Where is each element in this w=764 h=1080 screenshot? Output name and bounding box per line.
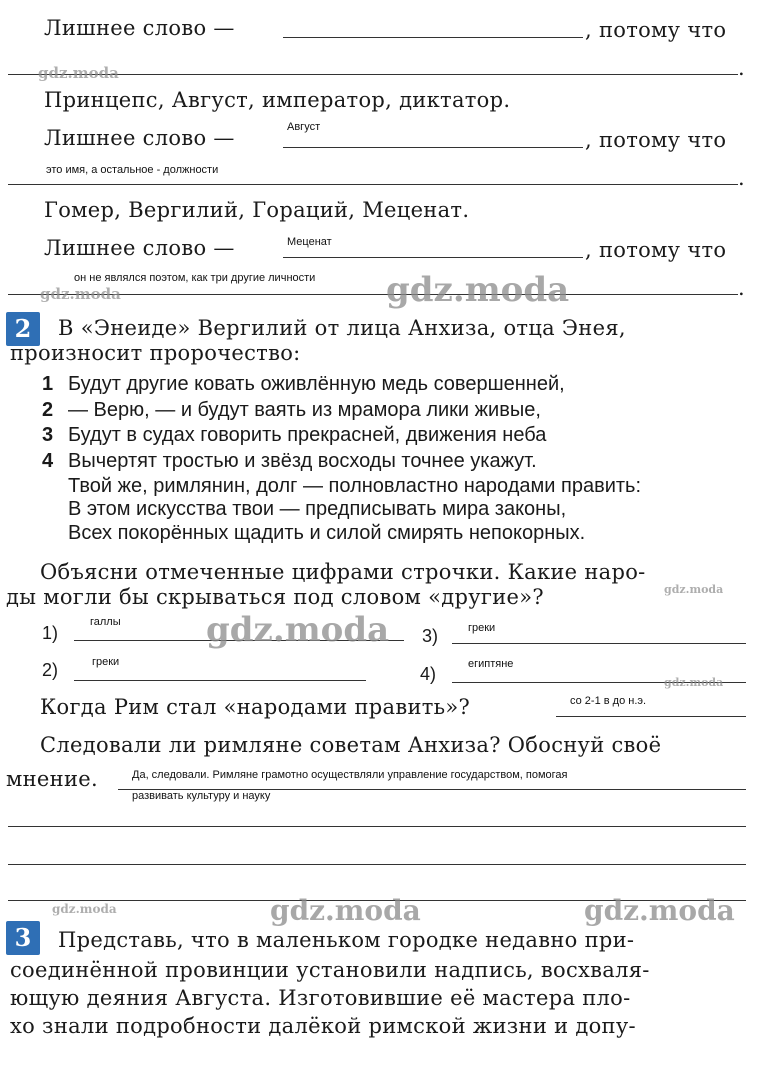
- task3-line3: ющую деяния Августа. Изготовившие её мастера пло-: [10, 986, 631, 1010]
- task2-intro-line2: произносит пророчество:: [10, 341, 301, 365]
- row2-answer-line[interactable]: [283, 147, 583, 148]
- answer-2-line[interactable]: [74, 680, 366, 681]
- watermark-large: gdz.moda: [270, 894, 421, 927]
- row2-reason-line[interactable]: [8, 184, 738, 185]
- follow-answer-line1: Да, следовали. Римляне грамотно осуществляли управление государством, помогая: [132, 769, 568, 781]
- watermark-large: gdz.moda: [584, 894, 735, 927]
- poem-line-5: Твой же, римлянин, долг — полновластно народами править:: [68, 475, 642, 497]
- row2-because: , потому что: [585, 128, 727, 152]
- poem-line-number: 4: [42, 450, 54, 472]
- row2-reason: это имя, а остальное - должности: [46, 164, 219, 176]
- follow-question-line1: Следовали ли римляне советам Анхиза? Обоснуй своё: [40, 733, 662, 757]
- task2-intro-line1: В «Энеиде» Вергилий от лица Анхиза, отца Энея,: [58, 316, 626, 340]
- watermark-small: gdz.moda: [40, 285, 121, 303]
- poem-line-number: 3: [42, 424, 54, 446]
- poem-line-number: 2: [42, 399, 54, 421]
- series3-text: Гомер, Вергилий, Гораций, Меценат.: [44, 198, 470, 222]
- row3-period: .: [738, 276, 745, 300]
- row1-period: .: [738, 56, 745, 80]
- watermark-large: gdz.moda: [206, 610, 390, 650]
- task3-line1: Представь, что в маленьком городке недавно при-: [58, 928, 635, 952]
- poem-line-text: Вычертят тростью и звёзд восходы точнее укажут.: [68, 450, 537, 472]
- watermark-small: gdz.moda: [664, 676, 724, 689]
- poem-line-text: — Верю, — и будут ваять из мрамора лики живые,: [68, 399, 541, 421]
- follow-label: мнение.: [6, 767, 98, 791]
- answer-1-label: 1): [42, 623, 59, 643]
- poem-line-7: Всех покорённых щадить и силой смирять непокорных.: [68, 522, 586, 544]
- poem-line-6: В этом искусства твои — предписывать мира законы,: [68, 498, 567, 520]
- answer-1-value: галлы: [90, 616, 121, 628]
- task2-question-line1: Объясни отмеченные цифрами строчки. Какие наро-: [40, 560, 646, 584]
- answer-2-value: греки: [92, 656, 120, 668]
- watermark-small: gdz.moda: [52, 902, 117, 916]
- answer-3-line[interactable]: [452, 643, 746, 644]
- poem-line-4: [42, 450, 537, 473]
- follow-answer-line2: развивать культуру и науку: [132, 790, 271, 802]
- row2-answer: Август: [287, 121, 321, 133]
- answer-4-label: 4): [420, 664, 437, 684]
- poem-line-text: Будут в судах говорить прекрасней, движения неба: [68, 424, 547, 446]
- when-question: Когда Рим стал «народами править»?: [40, 695, 471, 719]
- poem-line-1: [42, 373, 565, 396]
- follow-line-3[interactable]: [8, 864, 746, 865]
- answer-2-label: 2): [42, 660, 59, 680]
- row2-period: .: [738, 166, 745, 190]
- row1-because: , потому что: [585, 18, 727, 42]
- answer-3-value: греки: [468, 622, 496, 634]
- poem-line-2: [42, 399, 541, 422]
- task2-question-line2: ды могли бы скрываться под словом «другие»?: [6, 585, 544, 609]
- watermark-small: gdz.moda: [38, 64, 119, 82]
- row3-reason: он не являлся поэтом, как три другие личности: [74, 272, 316, 284]
- task3-line4: хо знали подробности далёкой римской жизни и допу-: [10, 1014, 636, 1038]
- row3-answer-line[interactable]: [283, 257, 583, 258]
- watermark-large: gdz.moda: [386, 270, 570, 310]
- task3-number-badge: 3: [6, 921, 40, 955]
- poem-line-3: [42, 424, 546, 447]
- row1-label: Лишнее слово —: [44, 16, 235, 40]
- row1-answer-line[interactable]: [283, 37, 583, 38]
- when-answer: со 2-1 в до н.э.: [570, 695, 647, 707]
- series2-text: Принцепс, Август, император, диктатор.: [44, 88, 511, 112]
- answer-4-value: египтяне: [468, 658, 514, 670]
- row3-label: Лишнее слово —: [44, 236, 235, 260]
- poem-line-text: Будут другие ковать оживлённую медь совершенней,: [68, 373, 565, 395]
- row3-answer: Меценат: [287, 236, 332, 248]
- answer-3-label: 3): [422, 626, 439, 646]
- task3-line2: соединённой провинции установили надпись, восхваля-: [10, 958, 650, 982]
- task2-number-badge: 2: [6, 312, 40, 346]
- when-answer-line[interactable]: [556, 716, 746, 717]
- watermark-small: gdz.moda: [664, 583, 724, 596]
- row3-because: , потому что: [585, 238, 727, 262]
- poem-line-number: 1: [42, 373, 54, 395]
- row2-label: Лишнее слово —: [44, 126, 235, 150]
- follow-line-2[interactable]: [8, 826, 746, 827]
